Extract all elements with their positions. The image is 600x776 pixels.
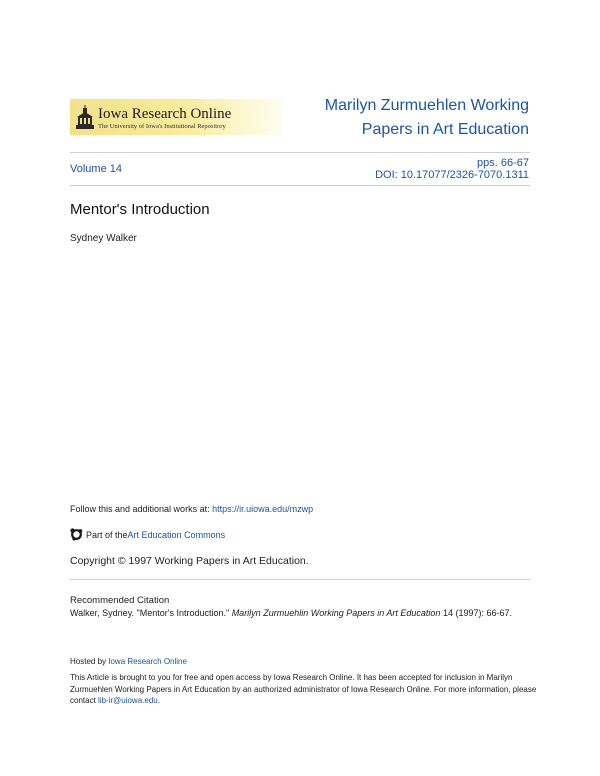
page-range: pps. 66-67 xyxy=(477,157,529,169)
recommended-citation-heading: Recommended Citation xyxy=(70,595,170,606)
recommended-citation xyxy=(70,607,530,620)
series-title-line-1: Marilyn Zurmuehlen Working xyxy=(324,97,529,114)
divider-top xyxy=(70,152,530,153)
divider-citation xyxy=(70,579,530,580)
hosted-prefix: Hosted by xyxy=(70,657,109,666)
citation-suffix: 14 (1997): 66-67. xyxy=(440,608,512,618)
logo-subtitle: The University of Iowa's Institutional Repository xyxy=(98,123,226,130)
access-end: . xyxy=(157,696,160,705)
doi-link[interactable]: DOI: 10.17077/2326-7070.1311 xyxy=(375,169,529,181)
citation-prefix: Walker, Sydney. "Mentor's Introduction." xyxy=(70,608,232,618)
contact-email-link[interactable]: lib-ir@uiowa.edu xyxy=(98,696,158,705)
divider-issue xyxy=(70,185,530,186)
follow-prefix: Follow this and additional works at: xyxy=(70,504,213,514)
article-title: Mentor's Introduction xyxy=(70,201,210,218)
citation-journal: Marilyn Zurmuehlin Working Papers in Art Education xyxy=(231,608,441,618)
series-title-line-2: Papers in Art Education xyxy=(361,121,529,138)
hosted-by-line xyxy=(70,657,187,666)
art-education-commons-link[interactable]: Art Education Commons xyxy=(127,529,226,540)
part-of-prefix: Part of the xyxy=(86,529,128,540)
copyright-notice: Copyright © 1997 Working Papers in Art Education. xyxy=(70,555,309,567)
volume-link[interactable]: Volume 14 xyxy=(70,163,122,175)
collection-url-link[interactable]: https://ir.uiowa.edu/mzwp xyxy=(212,504,314,514)
series-title[interactable] xyxy=(249,94,529,142)
old-capitol-icon xyxy=(74,105,96,131)
part-of-line xyxy=(70,528,225,541)
author-name: Sydney Walker xyxy=(70,233,137,244)
logo-title: Iowa Research Online xyxy=(98,106,232,122)
network-commons-icon xyxy=(70,528,83,541)
iowa-research-online-link[interactable]: Iowa Research Online xyxy=(108,657,187,666)
follow-line xyxy=(70,504,313,514)
access-text: This Article is brought to you for free and open access by Iowa Research Online. It has been accepted for inclusion in Marilyn Zurmuehlen Working Papers in Art Education by an authorized administrator of Iowa Research Online. For more information, please contact xyxy=(70,673,537,705)
access-statement xyxy=(70,672,540,707)
